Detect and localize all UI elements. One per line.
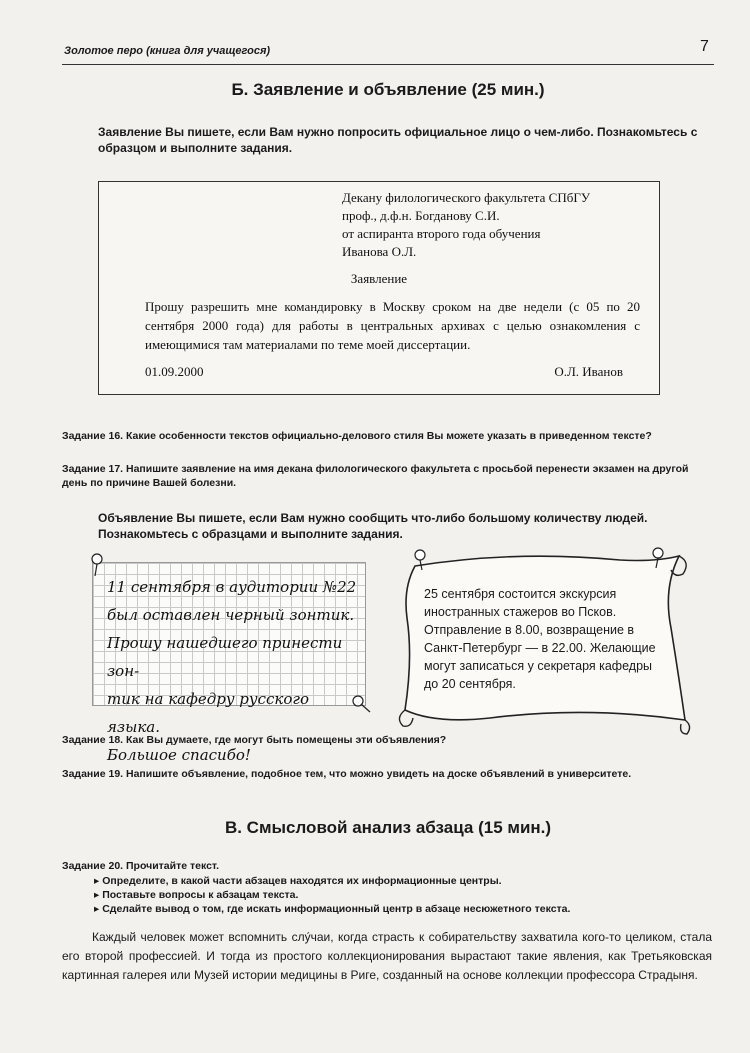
task-20: Задание 20. Прочитайте текст. [62,860,220,872]
hand-line: Прошу нашедшего принести зон- [107,634,343,680]
bullet-item: ▸ Сделайте вывод о том, где искать информационный центр в абзаце несюжетного текста. [94,903,571,915]
addr-line: Иванова О.Л. [342,244,417,259]
task-19: Задание 19. Напишите объявление, подобное тем, что можно увидеть на доске объявлений в университете. [62,768,632,780]
announcement-intro: Объявление Вы пишете, если Вам нужно сообщить что-либо большому количеству людей. Познакомьтесь с образцами и выполните задания. [98,511,648,541]
section-v-title: В. Смысловой анализ абзаца (15 мин.) [224,818,552,837]
paragraph-text: Каждый человек может вспомнить слу́чаи, когда страсть к собирательству захватила кого-то целиком, стала его второй профессией. И тогда из простого коллекционирования вырастают такие явления, как Третьяковская картинная галерея или Музей истории медицины в Риге, созданный на основе коллекции профессора Страдыня. [62,930,712,982]
pushpin-icon [350,693,372,715]
task-17: Задание 17. Напишите заявление на имя декана филологического факультета с просьбой перенести экзамен на другой день по причине Вашей болезни. [62,463,689,489]
letter-address [342,189,590,261]
scroll-announcement-text: 25 сентября состоится экскурсия иностранных стажеров во Псков. Отправление в 8.00, возвращение в Санкт-Петербург — в 22.00. Желающие могут записаться у секретаря кафедры до 20 сентября. [424,587,656,691]
pushpin-icon [410,548,430,572]
bullet-item: ▸ Поставьте вопросы к абзацам текста. [94,889,299,901]
running-title: Золотое перо (книга для учащегося) [64,45,271,57]
addr-line: от аспиранта второго года обучения [342,226,541,241]
hand-line: 11 сентября в аудитории №22 [107,578,357,596]
bullet-item: ▸ Определите, в какой части абзацев находятся их информационные центры. [94,875,502,887]
task-18: Задание 18. Как Вы думаете, где могут быть помещены эти объявления? [62,734,447,746]
application-sample [98,181,660,395]
task-20-bullets [94,874,712,916]
addr-line: Декану филологического факультета СПбГУ [342,190,591,205]
letter-title: Заявление [350,271,408,286]
hand-line: Большое спасибо! [107,746,251,764]
hand-line: тик на кафедру русского языка. [107,690,310,736]
letter-body: Прошу разрешить мне командировку в Москву сроком на две недели (с 05 по 20 сентября 2000 года) для работы в центральных архивах с целью ознакомления с имеющимися там материалами по теме моей диссертации. [145,299,640,352]
pushpin-icon [648,546,668,570]
letter-date: 01.09.2000 [145,364,204,379]
section-b-intro: Заявление Вы пишете, если Вам нужно попросить официальное лицо о чем-либо. Познакомьтесь с образцом и выполните задания. [98,125,698,155]
section-b-title: Б. Заявление и объявление (25 мин.) [231,80,545,99]
addr-line: проф., д.ф.н. Богданову С.И. [342,208,500,223]
pushpin-icon [86,552,108,578]
task-16: Задание 16. Какие особенности текстов официально-делового стиля Вы можете указать в приведенном тексте? [62,430,652,442]
hand-line: был оставлен черный зонтик. [107,606,355,624]
letter-signature: О.Л. Иванов [554,364,623,379]
header-rule [62,64,714,65]
page-number: 7 [700,38,709,55]
